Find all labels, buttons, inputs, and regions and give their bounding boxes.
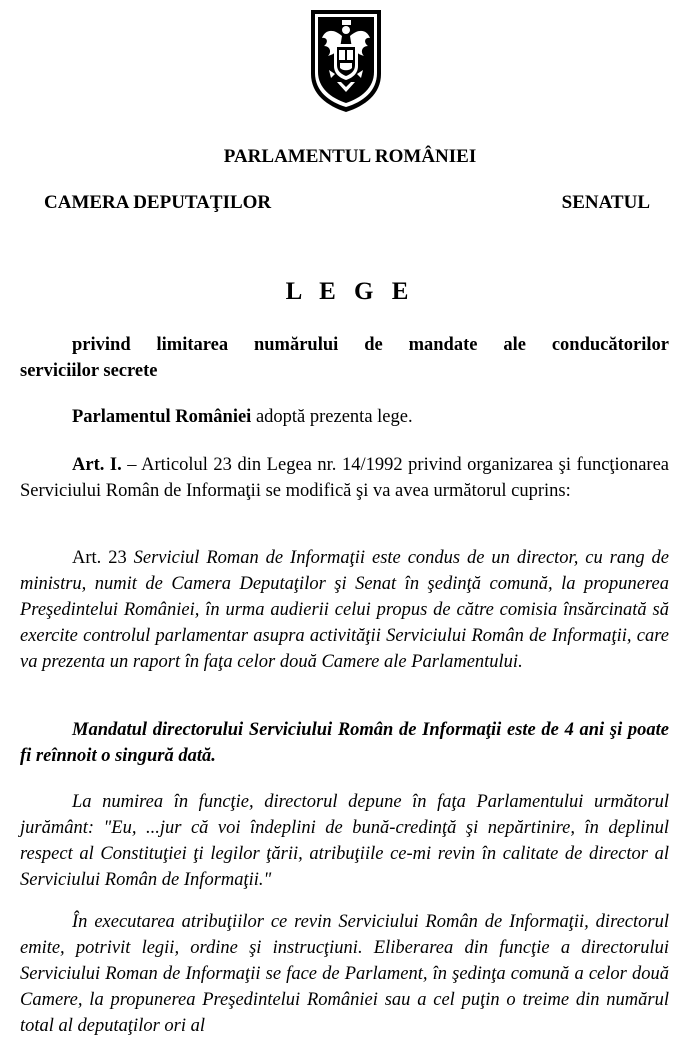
adoption-text: adoptă prezenta lege. xyxy=(251,407,413,427)
adoption-subject: Parlamentul României xyxy=(72,407,252,427)
article-one-text: – Articolul 23 din Legea nr. 14/1992 privind organizarea şi funcţionarea Serviciului Român de Informaţii se modifică şi va avea următorul cuprins: xyxy=(20,455,669,501)
oath-paragraph: La numirea în funcţie, directorul depune în faţa Parlamentului următorul jurământ: "Eu, ...jur că voi îndeplini de bună-credinţă şi nepărtinire, în deplinul respect al Constituţiei ţi legilor ţării, atribuţiile ce-mi revin în calitate de director al Serviciului Român de Informaţii." xyxy=(20,792,669,890)
law-title: L E G E xyxy=(285,278,415,305)
article-23-paragraph xyxy=(20,545,669,675)
law-subject-line1: privind limitarea numărului de mandate ale conducătorilor xyxy=(72,335,669,355)
adoption-paragraph xyxy=(72,404,669,430)
article-one-label: Art. I. xyxy=(72,455,122,475)
article-23-label: Art. 23 xyxy=(72,548,134,568)
parliament-heading: PARLAMENTUL ROMÂNIEI xyxy=(223,146,477,167)
law-subject xyxy=(20,332,669,384)
coat-of-arms-icon xyxy=(309,8,383,114)
article-one-paragraph xyxy=(20,452,669,504)
mandate-paragraph: Mandatul directorului Serviciului Român de Informaţii este de 4 ani şi poate fi reînnoit o singură dată. xyxy=(20,720,669,766)
article-23-text: Serviciul Roman de Informaţii este condus de un director, cu rang de ministru, numit de Camera Deputaţilor şi Senat în şedinţă comună, la propunerea Preşedintelui României, în urma audierii celui propus de către comisia însărcinată să exercite controlul parlamentar asupra activităţii Serviciului Român de Informaţii, care va prezenta un raport în faţa celor două Camere ale Parlamentului. xyxy=(20,548,669,672)
chamber-deputies-heading: CAMERA DEPUTAŢILOR xyxy=(44,192,272,213)
senate-heading: SENATUL xyxy=(561,192,650,213)
law-subject-line2: serviciilor secrete xyxy=(20,361,158,381)
execution-paragraph: În executarea atribuţiilor ce revin Serviciului Român de Informaţii, directorul emite, potrivit legii, ordine şi instrucţiuni. Eliberarea din funcţie a directorului Serviciului Roman de Informaţii se face de Parlament, în şedinţa comună a celor două Camere, la propunerea Preşedintelui României sau a cel puţin o treime din numărul total al deputaţilor ori al xyxy=(20,912,669,1036)
